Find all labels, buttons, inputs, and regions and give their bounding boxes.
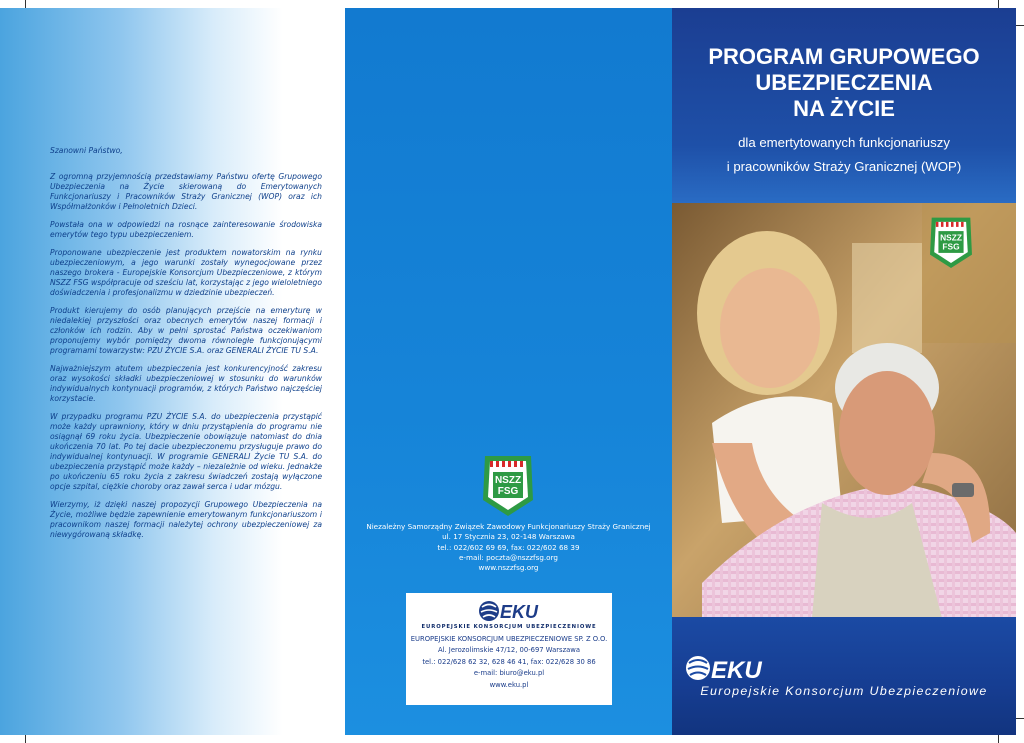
letter-paragraph: Proponowane ubezpieczenie jest produktem nowatorskim na rynku ubezpieczeniowym, a jego warunki zostały wynegocjowane przez naszego brokera - Europejskie Konsorcjum Ubezpieczeniowe, z którym NSZZ FSG współpracuje od sześciu lat, korzystając z jego wieloletniego doświadczenia i profesjonalizmu w dziedzinie ubezpieczeń.: [50, 248, 322, 297]
eku-caption: EUROPEJSKIE KONSORCJUM UBEZPIECZENIOWE: [421, 624, 597, 630]
letter-body: [50, 146, 322, 548]
nszz-website[interactable]: www.nszzfsg.org: [478, 563, 539, 573]
eku-company: EUROPEJSKIE KONSORCJUM UBEZPIECZENIOWE SP. Z O.O.: [410, 635, 608, 643]
badge-line2: FSG: [497, 486, 519, 497]
eku-email[interactable]: e-mail: biuro@eku.pl: [473, 669, 545, 678]
nszz-fsg-badge-icon: [925, 214, 977, 270]
badge-line1: NSZZ: [940, 232, 962, 243]
eku-logo-icon: [684, 653, 766, 683]
letter-paragraph: Najważniejszym atutem ubezpieczenia jest konkurencyjność zakresu oraz wysokości składki ubezpieczeniowej w stosunku do warunków indywidualnych kontynuacji programów, z których Państwo najczęściej korzystacie.: [50, 364, 322, 403]
cover-title: [672, 44, 1016, 122]
cover-title-line: NA ŻYCIE: [793, 96, 895, 121]
letter-greeting: Szanowni Państwo,: [50, 146, 123, 155]
nszz-name: Niezależny Samorządny Związek Zawodowy Funkcjonariuszy Straży Granicznej: [366, 522, 651, 531]
nszz-fsg-badge-icon: [477, 452, 539, 518]
eku-logo-text: EKU: [711, 657, 762, 683]
eku-contact-lines: [406, 634, 612, 691]
eku-contact-box: [406, 593, 612, 705]
crop-mark: [25, 735, 26, 743]
letter-paragraph: Wierzymy, iż dzięki naszej propozycji Grupowego Ubezpieczenia na Życie, możliwe będzie zapewnienie emerytowanym funkcjonariuszom i pracownikom naszej formacji należytej ochrony ubezpieczeniowej za niewygórowaną składkę.: [50, 500, 322, 539]
eku-phone: tel.: 022/628 62 32, 628 46 41, fax: 022/628 30 86: [422, 657, 596, 666]
eku-tagline: Europejskie Konsorcjum Ubezpieczeniowe: [700, 684, 988, 698]
cover-subtitle-line: dla emertytowanych funkcjonariuszy: [738, 135, 950, 150]
crop-mark: [25, 0, 26, 8]
eku-logo-icon: [478, 599, 546, 623]
eku-logo-text: EKU: [500, 602, 539, 622]
crop-mark: [1016, 718, 1024, 719]
nszz-contact: [345, 522, 672, 573]
nszz-phone: tel.: 022/602 69 69, fax: 022/602 68 39: [437, 542, 580, 552]
letter-paragraph: Z ogromną przyjemnością przedstawiamy Państwu ofertę Grupowego Ubezpieczenia na Życie skierowaną do Emerytowanych Funkcjonariuszy i Pracowników Straży Granicznej (WOP) oraz ich Współmałżonków i Pełnoletnich Dzieci.: [50, 172, 322, 211]
cover-title-line: PROGRAM GRUPOWEGO: [708, 44, 980, 69]
badge-line2: FSG: [942, 241, 960, 252]
cover-title-line: UBEZPIECZENIA: [755, 70, 933, 95]
cover-subtitle-line: i pracowników Straży Granicznej (WOP): [726, 159, 962, 174]
eku-address: Al. Jerozolimskie 47/12, 00-697 Warszawa: [437, 646, 581, 655]
badge-line1: NSZZ: [494, 475, 522, 486]
nszz-email[interactable]: e-mail: poczta@nszzfsg.org: [459, 552, 558, 562]
eku-website[interactable]: www.eku.pl: [489, 680, 529, 689]
crop-mark: [998, 735, 999, 743]
letter-paragraph: Powstała ona w odpowiedzi na rosnące zainteresowanie środowiska emerytów tego typu ubezpieczeniem.: [50, 220, 322, 239]
crop-mark: [1016, 25, 1024, 26]
cover-subtitle: [672, 131, 1016, 179]
letter-paragraph: W przypadku programu PZU ŻYCIE S.A. do ubezpieczenia przystąpić może każdy uprawniony, który w dniu przystąpienia do programu nie osiągnął 69 roku życia. Ubezpieczenie obowiązuje natomiast do dnia ukończenia 70 lat. Po tej dacie ubezpieczonemu przysługuje prawo do indywidualnej kontynuacji. W programie GENERALI Życie TU S.A. do ubezpieczenia przystąpić może każdy – niezależnie od wieku. Jednakże po ukończeniu 65 roku życia z zakresu świadczeń zostają wyłączone opcje szpital, ciężkie choroby oraz zawał serca i udar mózgu.: [50, 412, 322, 491]
letter-paragraph: Produkt kierujemy do osób planujących przejście na emeryturę w niedalekiej przyszłości oraz obecnych emerytów naszej formacji i członków ich rodzin. Aby w pełni sprostać Państwa oczekiwaniom proponujemy wybór pomiędzy dwoma równoległe funkcjonującymi programami towarzystw: PZU ŻYCIE S.A. oraz GENERALI ŻYCIE TU S.A.: [50, 306, 322, 355]
crop-mark: [998, 0, 999, 8]
nszz-address: ul. 17 Stycznia 23, 02-148 Warszawa: [442, 532, 575, 542]
